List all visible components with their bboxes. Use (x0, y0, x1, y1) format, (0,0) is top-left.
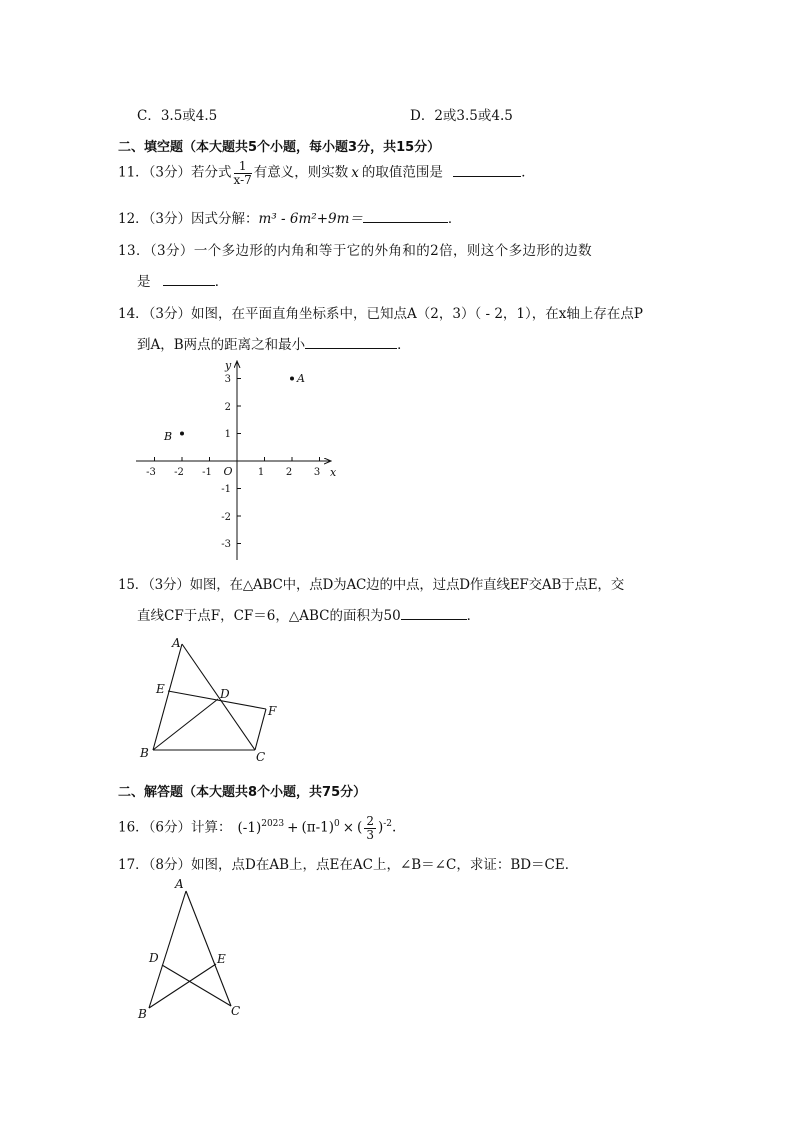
y-tick-label: 2 (224, 402, 231, 413)
q16-exp3: -2 (383, 819, 393, 830)
label-d: D (149, 951, 159, 965)
x-tick-label: 2 (285, 467, 293, 478)
q12-answer-blank[interactable] (363, 210, 448, 223)
q11-answer-blank[interactable] (453, 164, 521, 177)
y-tick-label: -2 (221, 512, 231, 523)
x-tick-label: -2 (174, 467, 184, 478)
label-c: C (256, 750, 266, 764)
question-14-line1: 14．（3分）如图，在平面直角坐标系中，已知点A（2，3）（ - 2，1），在x轴上存在点P (118, 306, 643, 322)
question-12 (118, 207, 461, 227)
q16-number: 16．（6分）计算： (118, 819, 232, 836)
option-c: C．3.5或4.5 (137, 108, 218, 124)
label-c: C (231, 1004, 241, 1018)
y-tick-label: -3 (221, 539, 231, 550)
question-13-line2 (137, 270, 228, 290)
section-title-fill-blank: 二、填空题（本大题共5个小题，每小题3分，共15分） (118, 140, 441, 155)
section-title-answer: 二、解答题（本大题共8个小题，共75分） (118, 785, 367, 800)
question-16: 16．（6分）计算： $(-1)^{2023} + (\pi-1)^0$ × ( $\frac{2}{3}$ )$^{-2}$. (118, 814, 397, 842)
question-15-line1: 15．（3分）如图，在△ABC中，点D为AC边的中点，过点D作直线EF交AB于点E，交 (118, 577, 625, 593)
q17-triangle-figure (130, 875, 250, 1025)
q11-text-end: 的取值范围是 (361, 164, 443, 181)
q14-end: ． (397, 337, 411, 353)
x-axis-label: x (330, 466, 337, 479)
y-tick-label: -1 (221, 484, 231, 495)
question-13-line1: 13．（3分）一个多边形的内角和等于它的外角和的2倍，则这个多边形的边数 (118, 243, 593, 259)
point-b-label: B (164, 430, 173, 443)
x-tick-label: -3 (146, 467, 156, 478)
y-axis-label: y (225, 359, 232, 372)
q11-fraction (234, 160, 252, 186)
y-tick-label: 1 (224, 429, 231, 440)
x-tick-label: 1 (257, 467, 265, 478)
x-tick-label: -1 (202, 467, 212, 478)
q12-end: ． (447, 211, 462, 227)
question-17: 17．（8分）如图，点D在AB上，点E在AC上，∠B＝∠C，求证：BD＝CE． (118, 857, 579, 873)
label-a: A (172, 636, 181, 650)
q15-answer-blank[interactable] (401, 607, 467, 620)
q13-text: 是 (137, 274, 151, 290)
q16-exp1: 2023 (261, 819, 285, 830)
label-e: E (217, 952, 226, 966)
q13-end: ． (214, 274, 229, 290)
q14-answer-blank[interactable] (305, 336, 397, 349)
label-b: B (140, 746, 149, 760)
q16-plus: + (287, 819, 299, 836)
q16-fraction (364, 815, 376, 841)
q16-frac-numerator: 2 (366, 814, 374, 828)
q16-times: × (342, 819, 355, 836)
q11-frac-denominator: x-7 (233, 172, 252, 187)
q15-triangle-figure (135, 630, 285, 765)
q14-coordinate-plane (130, 356, 345, 564)
q16-exp2: 0 (334, 819, 340, 830)
q16-frac-denominator: 3 (366, 827, 374, 842)
question-11 (118, 160, 535, 186)
q15-text: 直线CF于点F，CF＝6，△ABC的面积为50 (137, 608, 401, 624)
q13-answer-blank[interactable] (163, 273, 215, 286)
q11-text: 有意义，则实数 (253, 164, 349, 181)
q11-var: x (351, 164, 359, 181)
q12-number: 12．（3分）因式分解： (118, 211, 259, 227)
label-f: F (268, 704, 277, 718)
y-tick-label: 3 (224, 374, 231, 385)
label-b: B (138, 1007, 147, 1021)
point-a-label: A (297, 372, 305, 385)
q15-end: ． (466, 608, 481, 624)
question-14-line2 (137, 333, 411, 353)
question-15-line2 (137, 604, 480, 624)
option-d: D．2或3.5或4.5 (410, 108, 513, 124)
q11-frac-numerator: 1 (234, 160, 252, 174)
origin-label: O (223, 465, 233, 478)
point-b (180, 432, 184, 436)
label-a: A (175, 877, 184, 891)
label-e: E (156, 682, 165, 696)
q16-base2: (π-1) (301, 819, 334, 836)
q11-number: 11．（3分）若分式 (118, 164, 232, 181)
q16-end: . (392, 819, 397, 836)
q12-expression: m³ - 6m²+9m＝ (258, 211, 363, 227)
q11-end: ． (521, 164, 535, 181)
q14-text: 到A，B两点的距离之和最小 (137, 337, 306, 353)
point-a (290, 377, 294, 381)
label-d: D (220, 687, 230, 701)
x-tick-label: 3 (313, 467, 321, 478)
q16-base1: (-1) (237, 819, 262, 836)
